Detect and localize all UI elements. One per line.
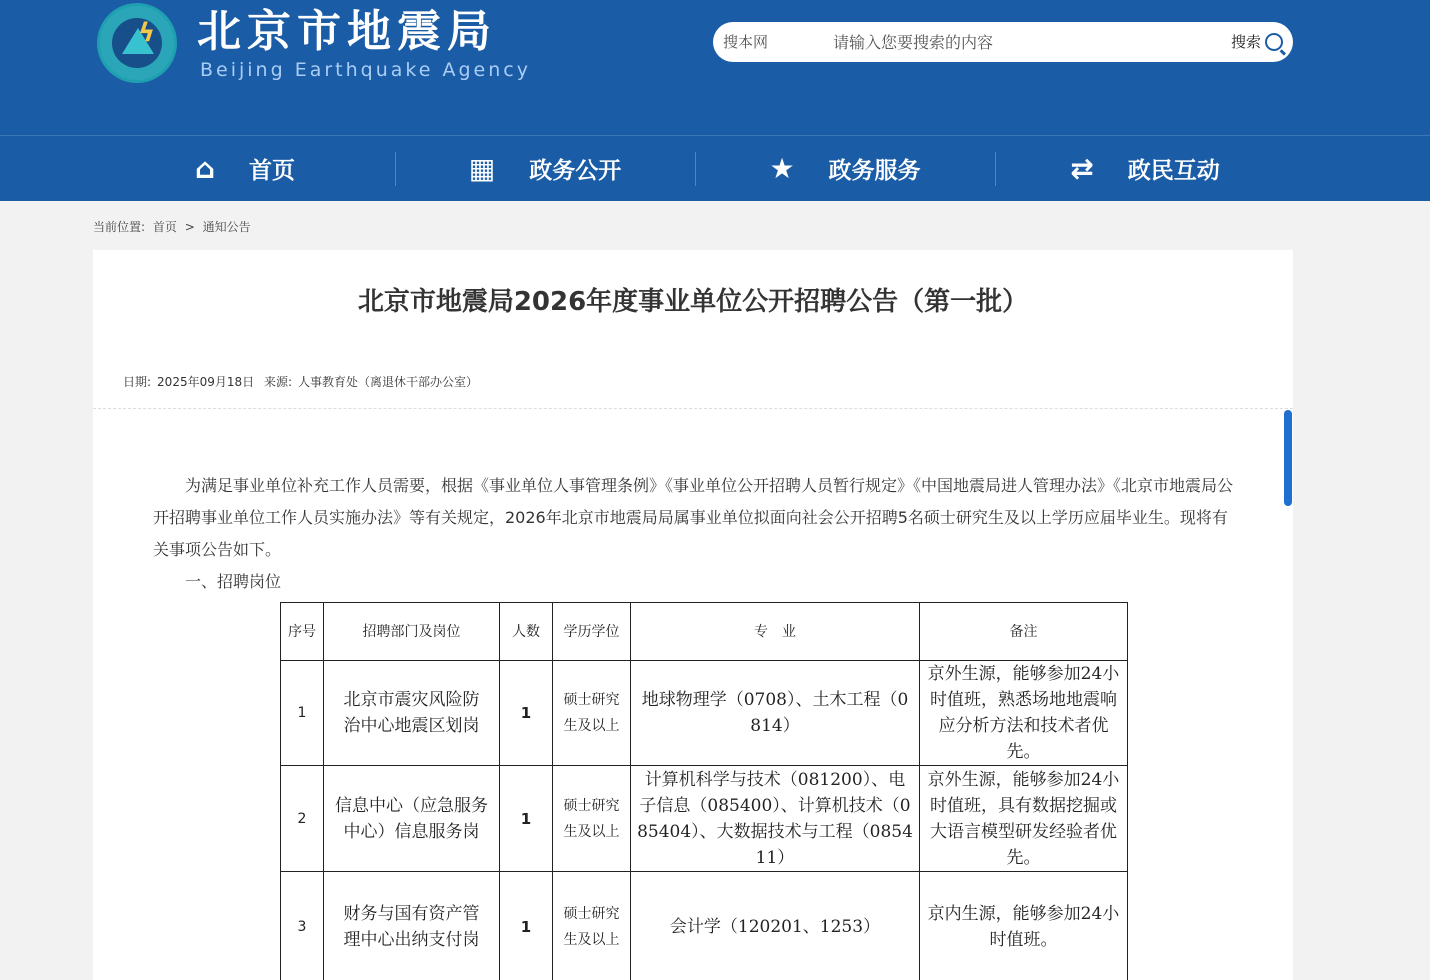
col-seq: 序号 xyxy=(281,603,324,661)
cell-count: 1 xyxy=(500,766,553,872)
search-button-label: 搜索 xyxy=(1231,30,1261,54)
date-label: 日期: xyxy=(123,375,151,389)
table-row xyxy=(281,872,1128,980)
cell-department: 北京市震灾风险防治中心地震区划岗 xyxy=(324,661,500,766)
col-department: 招聘部门及岗位 xyxy=(324,603,500,661)
search-icon xyxy=(1265,33,1283,51)
cell-education: 硕士研究生及以上 xyxy=(553,766,631,872)
nav-label: 政务服务 xyxy=(829,152,921,185)
search-button[interactable] xyxy=(1231,30,1283,54)
cell-education: 硕士研究生及以上 xyxy=(553,872,631,980)
main-nav xyxy=(0,135,1430,201)
cell-education: 硕士研究生及以上 xyxy=(553,661,631,766)
building-icon: ▦ xyxy=(469,155,495,183)
nav-government-affairs-open[interactable] xyxy=(395,136,695,201)
site-header xyxy=(0,0,1430,135)
cell-seq: 3 xyxy=(281,872,324,980)
home-icon: ⌂ xyxy=(195,155,215,183)
col-education: 学历学位 xyxy=(553,603,631,661)
nav-label: 政民互动 xyxy=(1128,152,1220,185)
source: 人事教育处（离退休干部办公室） xyxy=(298,375,478,389)
cell-major: 会计学（120201、1253） xyxy=(631,872,920,980)
site-name: 北京市地震局 xyxy=(197,8,497,56)
cell-department: 财务与国有资产管理中心出纳支付岗 xyxy=(324,872,500,980)
table-row xyxy=(281,766,1128,872)
search-scope[interactable]: 搜本网 xyxy=(723,33,768,51)
breadcrumb-prefix: 当前位置: xyxy=(93,220,145,234)
table-header xyxy=(281,603,1128,661)
col-count: 人数 xyxy=(500,603,553,661)
source-label: 来源: xyxy=(264,375,292,389)
breadcrumb xyxy=(93,219,255,235)
cell-count: 1 xyxy=(500,661,553,766)
cell-notes: 京外生源，能够参加24小时值班，熟悉场地地震响应分析方法和技术者优先。 xyxy=(920,661,1128,766)
scrollbar[interactable] xyxy=(1284,410,1292,506)
nav-label: 政务公开 xyxy=(529,152,621,185)
col-major: 专 业 xyxy=(631,603,920,661)
cell-seq: 2 xyxy=(281,766,324,872)
breadcrumb-home[interactable]: 首页 xyxy=(153,220,177,234)
cell-major: 地球物理学（0708）、土木工程（0814） xyxy=(631,661,920,766)
col-notes: 备注 xyxy=(920,603,1128,661)
cell-count: 1 xyxy=(500,872,553,980)
section-heading: 一、招聘岗位 xyxy=(153,566,1233,598)
search-input[interactable] xyxy=(833,30,1193,54)
date: 2025年09月18日 xyxy=(157,375,254,389)
search-bar xyxy=(713,22,1293,62)
exchange-icon: ⇄ xyxy=(1070,155,1093,183)
nav-label: 首页 xyxy=(249,152,295,185)
agency-logo[interactable]: ϟ xyxy=(97,3,177,83)
breadcrumb-current[interactable]: 通知公告 xyxy=(203,220,251,234)
cell-department: 信息中心（应急服务中心）信息服务岗 xyxy=(324,766,500,872)
cell-major: 计算机科学与技术（081200）、电子信息（085400）、计算机技术（085404）、大数据技术与工程（085411） xyxy=(631,766,920,872)
article-title: 北京市地震局2026年度事业单位公开招聘公告（第一批） xyxy=(93,284,1293,320)
star-badge-icon: ★ xyxy=(769,155,794,183)
site-name-en: Beijing Earthquake Agency xyxy=(200,59,531,81)
table-row xyxy=(281,661,1128,766)
divider xyxy=(93,408,1293,409)
article-card xyxy=(93,250,1293,980)
intro-paragraph: 为满足事业单位补充工作人员需要，根据《事业单位人事管理条例》《事业单位公开招聘人员暂行规定》《中国地震局进人管理办法》《北京市地震局公开招聘事业单位工作人员实施办法》等有关规定，2026年北京市地震局局属事业单位拟面向社会公开招聘5名硕士研究生及以上学历应届毕业生。现将有关事项公告如下。 xyxy=(153,470,1233,566)
cell-notes: 京内生源，能够参加24小时值班。 xyxy=(920,872,1128,980)
nav-interaction[interactable] xyxy=(995,136,1295,201)
nav-home[interactable] xyxy=(95,136,395,201)
article-meta xyxy=(123,374,484,390)
cell-notes: 京外生源，能够参加24小时值班，具有数据挖掘或大语言模型研发经验者优先。 xyxy=(920,766,1128,872)
breadcrumb-separator: > xyxy=(185,220,195,234)
positions-table xyxy=(280,602,1128,980)
cell-seq: 1 xyxy=(281,661,324,766)
nav-government-services[interactable] xyxy=(695,136,995,201)
article-body xyxy=(153,470,1233,980)
